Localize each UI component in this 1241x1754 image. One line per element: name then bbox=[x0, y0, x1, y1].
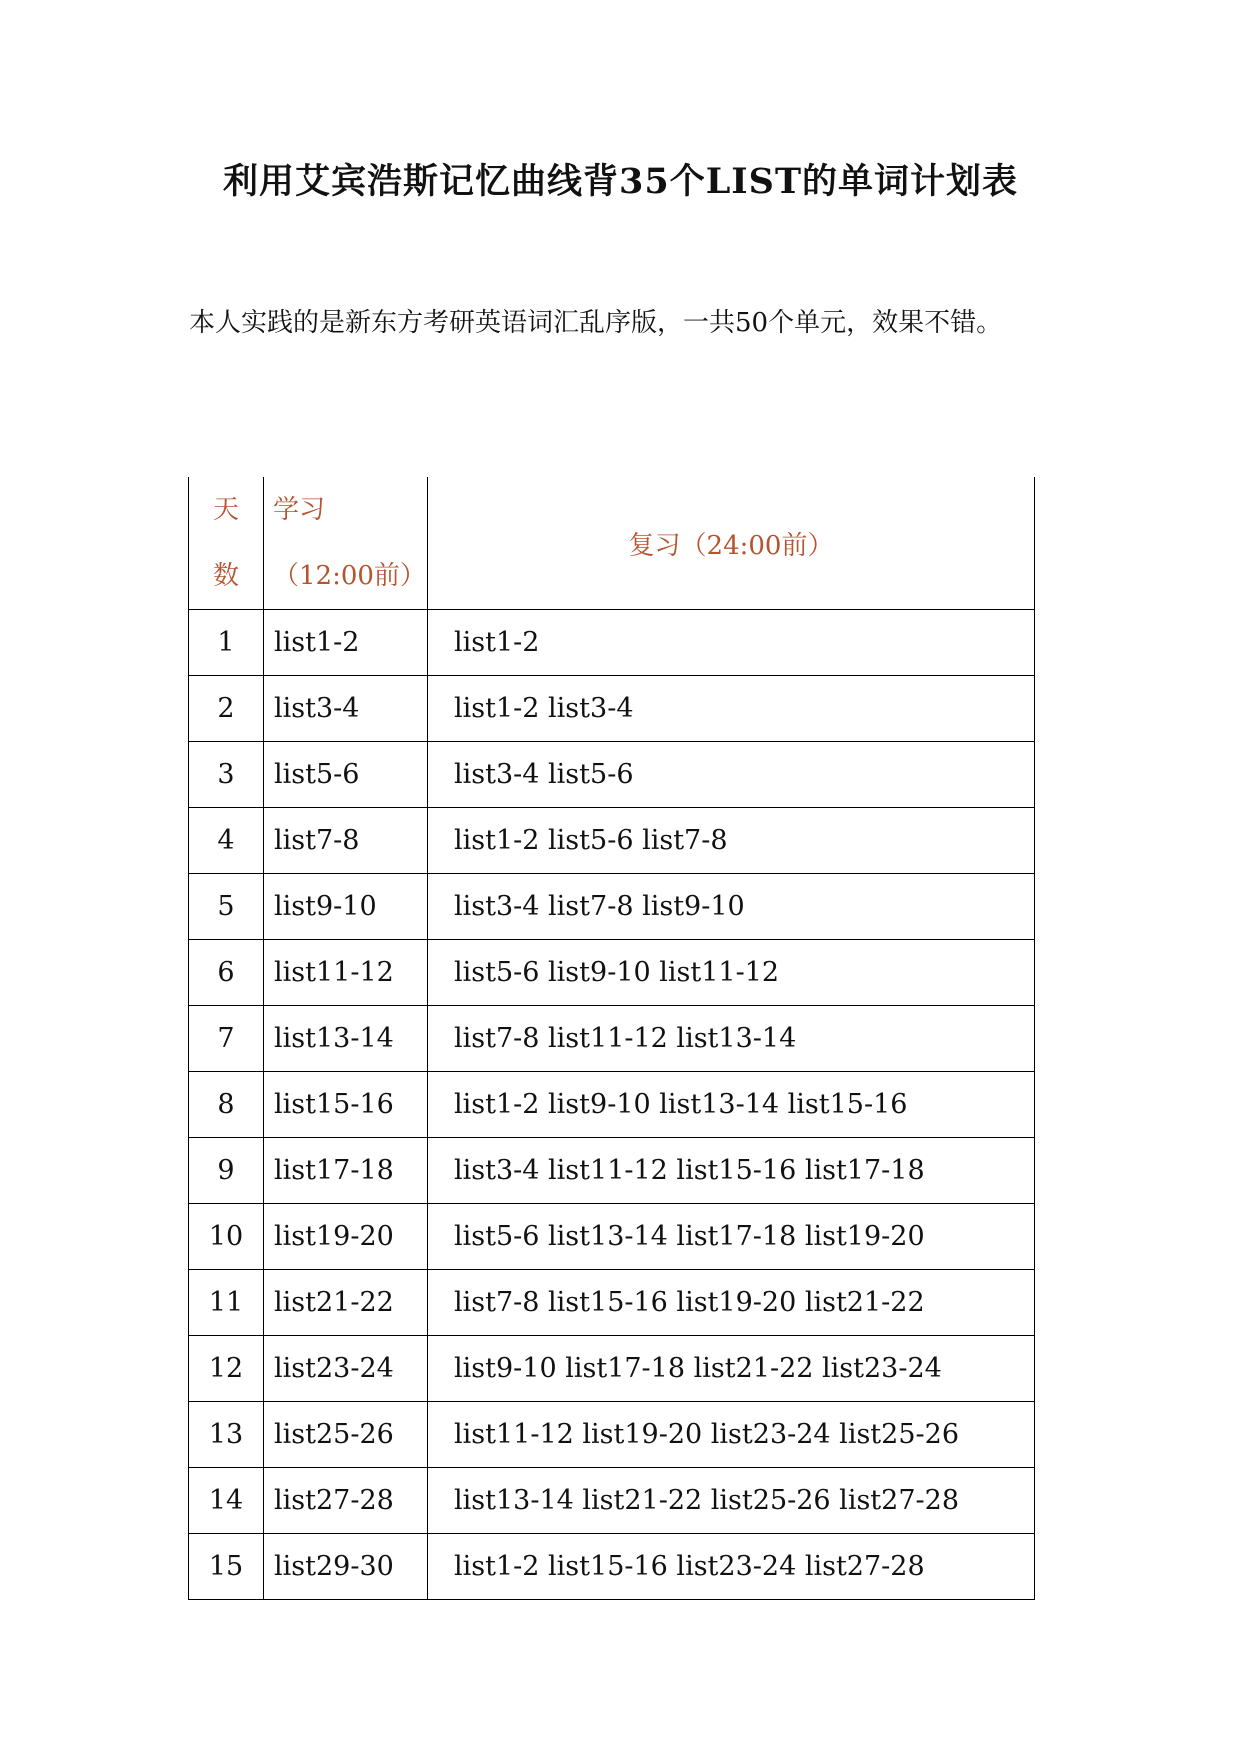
table-row bbox=[189, 742, 1035, 808]
review-cell: list3-4 list5-6 bbox=[428, 742, 1035, 808]
study-cell: list25-26 bbox=[264, 1402, 428, 1468]
table-row bbox=[189, 1402, 1035, 1468]
day-cell: 10 bbox=[189, 1204, 264, 1270]
day-cell: 4 bbox=[189, 808, 264, 874]
review-cell: list13-14 list21-22 list25-26 list27-28 bbox=[428, 1468, 1035, 1534]
day-cell: 3 bbox=[189, 742, 264, 808]
header-day-line1: 天 bbox=[212, 495, 239, 525]
page-title: 利用艾宾浩斯记忆曲线背35个LIST的单词计划表 bbox=[222, 161, 1018, 202]
study-cell: list13-14 bbox=[264, 1006, 428, 1072]
study-cell: list5-6 bbox=[264, 742, 428, 808]
study-cell: list21-22 bbox=[264, 1270, 428, 1336]
review-cell: list5-6 list9-10 list11-12 bbox=[428, 940, 1035, 1006]
table-row bbox=[189, 1534, 1035, 1600]
table-row bbox=[189, 1336, 1035, 1402]
review-cell: list9-10 list17-18 list21-22 list23-24 bbox=[428, 1336, 1035, 1402]
study-cell: list29-30 bbox=[264, 1534, 428, 1600]
day-cell: 5 bbox=[189, 874, 264, 940]
review-cell: list1-2 list9-10 list13-14 list15-16 bbox=[428, 1072, 1035, 1138]
day-cell: 11 bbox=[189, 1270, 264, 1336]
study-cell: list23-24 bbox=[264, 1336, 428, 1402]
day-cell: 13 bbox=[189, 1402, 264, 1468]
header-day bbox=[189, 477, 264, 610]
table-row bbox=[189, 610, 1035, 676]
day-cell: 14 bbox=[189, 1468, 264, 1534]
table-row bbox=[189, 1072, 1035, 1138]
study-plan-table bbox=[188, 477, 1035, 1600]
table-row bbox=[189, 1204, 1035, 1270]
table-row bbox=[189, 1270, 1035, 1336]
study-cell: list3-4 bbox=[264, 676, 428, 742]
day-cell: 9 bbox=[189, 1138, 264, 1204]
review-cell: list7-8 list15-16 list19-20 list21-22 bbox=[428, 1270, 1035, 1336]
review-cell: list3-4 list7-8 list9-10 bbox=[428, 874, 1035, 940]
study-cell: list27-28 bbox=[264, 1468, 428, 1534]
study-cell: list15-16 bbox=[264, 1072, 428, 1138]
day-cell: 1 bbox=[189, 610, 264, 676]
header-study bbox=[264, 477, 428, 610]
header-study-line1: 学习 bbox=[273, 495, 326, 525]
table-body bbox=[189, 610, 1035, 1600]
intro-paragraph: 本人实践的是新东方考研英语词汇乱序版，一共50个单元，效果不错。 bbox=[189, 308, 1003, 338]
table-row bbox=[189, 808, 1035, 874]
review-cell: list1-2 list3-4 bbox=[428, 676, 1035, 742]
study-cell: list19-20 bbox=[264, 1204, 428, 1270]
day-cell: 15 bbox=[189, 1534, 264, 1600]
study-cell: list7-8 bbox=[264, 808, 428, 874]
review-cell: list1-2 list15-16 list23-24 list27-28 bbox=[428, 1534, 1035, 1600]
study-cell: list9-10 bbox=[264, 874, 428, 940]
header-study-line2: （12:00前） bbox=[273, 561, 426, 591]
review-cell: list3-4 list11-12 list15-16 list17-18 bbox=[428, 1138, 1035, 1204]
day-cell: 8 bbox=[189, 1072, 264, 1138]
review-cell: list7-8 list11-12 list13-14 bbox=[428, 1006, 1035, 1072]
table-row bbox=[189, 676, 1035, 742]
table-row bbox=[189, 1468, 1035, 1534]
review-cell: list1-2 bbox=[428, 610, 1035, 676]
review-cell: list5-6 list13-14 list17-18 list19-20 bbox=[428, 1204, 1035, 1270]
table-row bbox=[189, 1006, 1035, 1072]
review-cell: list11-12 list19-20 list23-24 list25-26 bbox=[428, 1402, 1035, 1468]
review-cell: list1-2 list5-6 list7-8 bbox=[428, 808, 1035, 874]
day-cell: 12 bbox=[189, 1336, 264, 1402]
header-day-line2: 数 bbox=[212, 561, 239, 591]
table-row bbox=[189, 940, 1035, 1006]
study-cell: list11-12 bbox=[264, 940, 428, 1006]
header-review: 复习（24:00前） bbox=[428, 477, 1035, 610]
day-cell: 6 bbox=[189, 940, 264, 1006]
table-row bbox=[189, 1138, 1035, 1204]
day-cell: 2 bbox=[189, 676, 264, 742]
table-header-row bbox=[189, 477, 1035, 610]
study-cell: list1-2 bbox=[264, 610, 428, 676]
table-row bbox=[189, 874, 1035, 940]
day-cell: 7 bbox=[189, 1006, 264, 1072]
study-cell: list17-18 bbox=[264, 1138, 428, 1204]
